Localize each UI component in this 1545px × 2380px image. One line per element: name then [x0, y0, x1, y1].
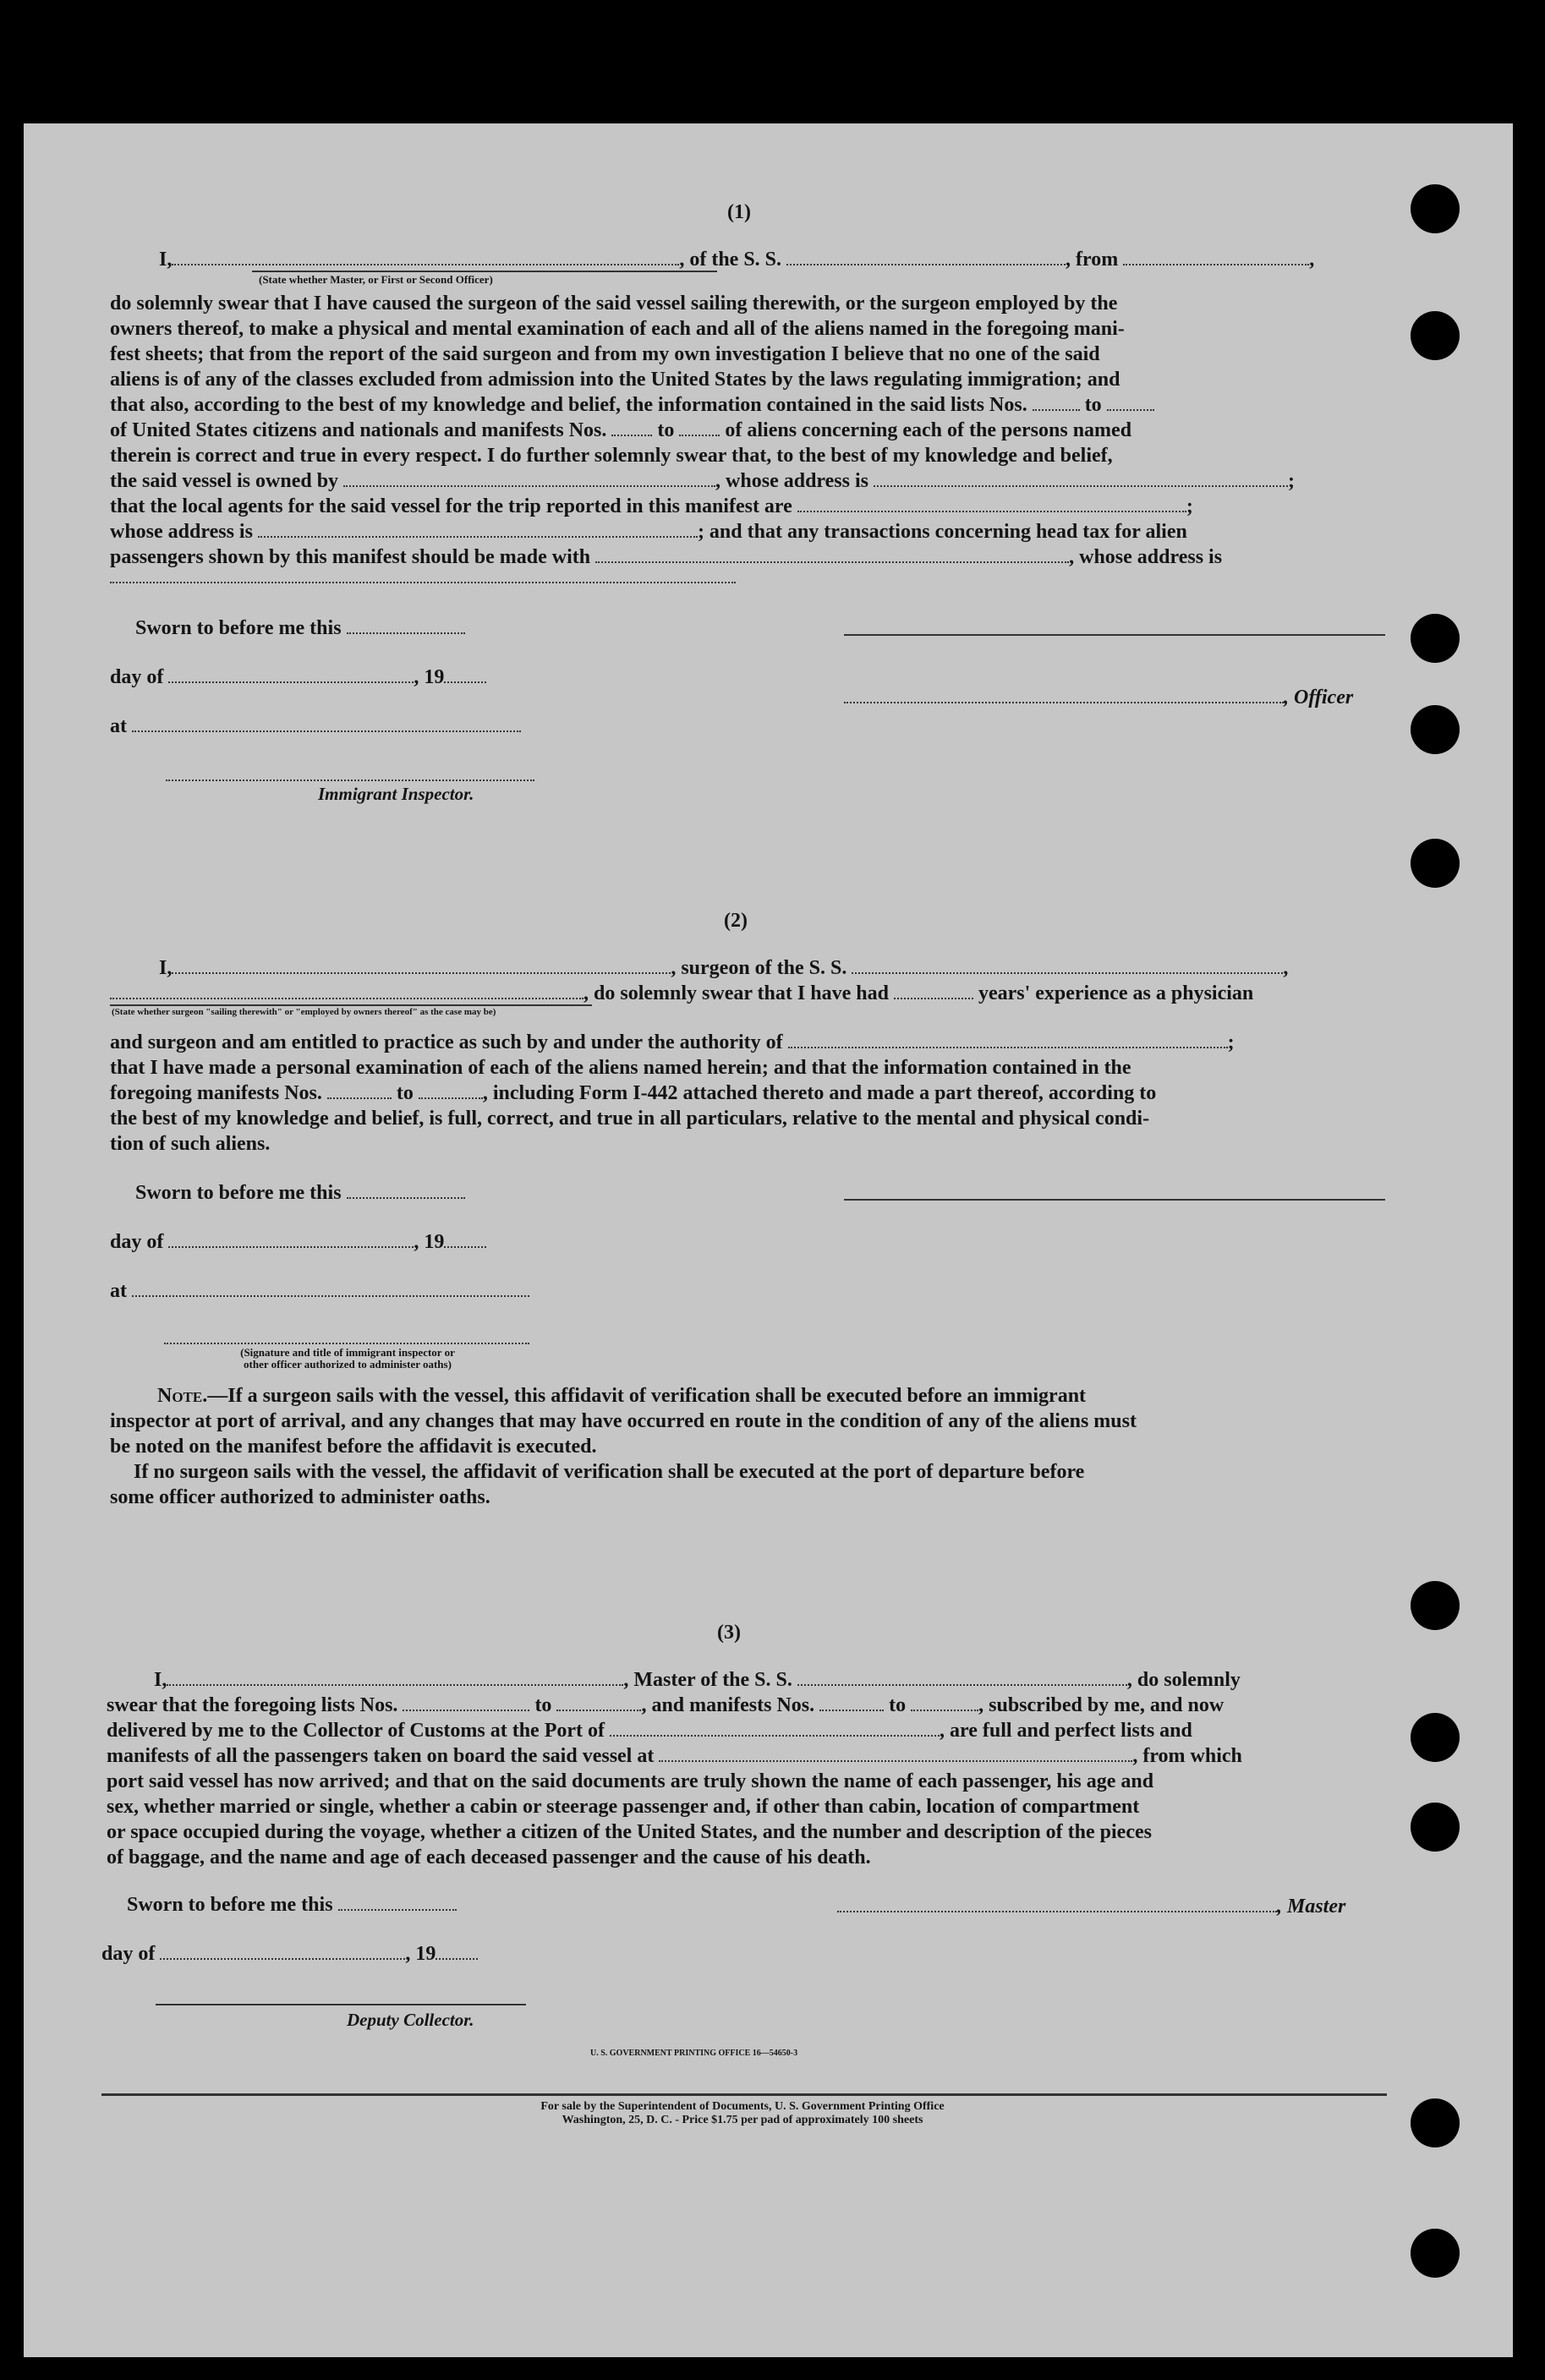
- punch-hole: [1411, 614, 1460, 663]
- oath-line: I, , surgeon of the S. S. ,: [159, 957, 1289, 979]
- inspector-label: Immigrant Inspector.: [318, 784, 474, 804]
- oath-line: I, , of the S. S. , from ,: [159, 249, 1315, 271]
- section-number: (1): [727, 201, 751, 223]
- sale-note: For sale by the Superintendent of Documents, U. S. Government Printing Office: [540, 2100, 945, 2113]
- note-line: Note.—If a surgeon sails with the vessel, this affidavit of verification shall be executed before an immigrant: [157, 1385, 1087, 1407]
- para-line: that I have made a personal examination of each of the aliens named herein; and that the information contained in the: [110, 1057, 1131, 1079]
- para-line: foregoing manifests Nos. to , including Form I-442 attached thereto and made a part thereof, according to: [110, 1082, 1157, 1104]
- footer-rule: [101, 2093, 1387, 2096]
- sale-note: Washington, 25, D. C. - Price $1.75 per pad of approximately 100 sheets: [562, 2114, 923, 2126]
- gpo-imprint: U. S. GOVERNMENT PRINTING OFFICE 16—54650-3: [590, 2049, 798, 2058]
- para-line: sex, whether married or single, whether a cabin or steerage passenger and, if other than cabin, location of compartment: [107, 1796, 1140, 1818]
- signature-line: [844, 634, 1385, 636]
- para-line: owners thereof, to make a physical and mental examination of each and all of the aliens named in the foregoing mani-: [110, 318, 1125, 340]
- punch-hole: [1411, 1803, 1460, 1852]
- punch-hole: [1411, 839, 1460, 888]
- para-line: that the local agents for the said vessel for the trip reported in this manifest are ;: [110, 495, 1193, 517]
- underline: [110, 1004, 592, 1006]
- para-line: port said vessel has now arrived; and that on the said documents are truly shown the name of each passenger, his age and: [107, 1770, 1154, 1792]
- note-line: If no surgeon sails with the vessel, the affidavit of verification shall be executed at the port of departure before: [134, 1461, 1085, 1483]
- master-line: , Master: [837, 1894, 1345, 1919]
- punch-hole: [1411, 1581, 1460, 1630]
- day-line: day of , 19: [110, 665, 486, 690]
- para-line: of United States citizens and nationals and manifests Nos. to of aliens concerning each of the persons named: [110, 419, 1132, 441]
- para-line: swear that the foregoing lists Nos. to , and manifests Nos. to , subscribed by me, and now: [107, 1694, 1224, 1716]
- oath-line: , do solemnly swear that I have had years' experience as a physician: [110, 981, 1253, 1006]
- underline: [252, 271, 717, 272]
- at-line: at: [110, 714, 521, 739]
- officer-line: , Officer: [844, 685, 1353, 710]
- para-line: tion of such aliens.: [110, 1133, 271, 1155]
- para-line: fest sheets; that from the report of the said surgeon and from my own investigation I believe that no one of the said: [110, 343, 1100, 365]
- signature-note: (Signature and title of immigrant inspector or: [240, 1346, 455, 1359]
- sworn-line: Sworn to before me this: [135, 1180, 465, 1206]
- note-line: inspector at port of arrival, and any changes that may have occurred en route in the condition of any of the aliens must: [110, 1410, 1137, 1432]
- signature-note: other officer authorized to administer oaths): [244, 1358, 452, 1371]
- punch-hole: [1411, 2098, 1460, 2147]
- note-line: some officer authorized to administer oaths.: [110, 1486, 490, 1508]
- punch-hole: [1411, 1713, 1460, 1762]
- para-line: of baggage, and the name and age of each deceased passenger and the cause of his death.: [107, 1847, 871, 1868]
- para-line: that also, according to the best of my knowledge and belief, the information contained in the said lists Nos. to: [110, 392, 1154, 418]
- para-line: therein is correct and true in every respect. I do further solemnly swear that, to the best of my knowledge and belief,: [110, 445, 1113, 467]
- para-line: whose address is ; and that any transactions concerning head tax for alien: [110, 521, 1187, 543]
- sworn-line: Sworn to before me this: [135, 616, 465, 641]
- oath-line: I, , Master of the S. S. , do solemnly: [154, 1669, 1241, 1691]
- para-line: delivered by me to the Collector of Customs at the Port of , are full and perfect lists and: [107, 1720, 1192, 1742]
- deputy-label: Deputy Collector.: [347, 2010, 474, 2030]
- punch-hole: [1411, 2229, 1460, 2278]
- punch-hole: [1411, 705, 1460, 754]
- at-line: at: [110, 1278, 529, 1304]
- note-line: be noted on the manifest before the affidavit is executed.: [110, 1436, 597, 1458]
- state-note: (State whether Master, or First or Second Officer): [259, 273, 493, 286]
- section-number: (3): [717, 1622, 741, 1644]
- para-line: manifests of all the passengers taken on board the said vessel at , from which: [107, 1745, 1242, 1767]
- signature-line: [844, 1199, 1385, 1201]
- para-line: the said vessel is owned by , whose address is ;: [110, 470, 1295, 492]
- signature-line: [156, 2004, 526, 2005]
- punch-hole: [1411, 311, 1460, 360]
- para-line: and surgeon and am entitled to practice as such by and under the authority of ;: [110, 1031, 1235, 1053]
- state-note: (State whether surgeon "sailing therewith" or "employed by owners thereof" as the case may be): [112, 1007, 496, 1017]
- signature-line: [164, 1343, 529, 1344]
- para-line: or space occupied during the voyage, whether a citizen of the United States, and the number and description of the pieces: [107, 1821, 1152, 1843]
- blank-line: [110, 582, 736, 583]
- day-line: day of , 19: [101, 1941, 478, 1967]
- section-number: (2): [724, 910, 748, 932]
- day-line: day of , 19: [110, 1229, 486, 1255]
- sworn-line: Sworn to before me this: [127, 1892, 457, 1918]
- para-line: do solemnly swear that I have caused the surgeon of the said vessel sailing therewith, or the surgeon employed by the: [110, 293, 1118, 315]
- punch-hole: [1411, 184, 1460, 233]
- para-line: the best of my knowledge and belief, is full, correct, and true in all particulars, relative to the mental and physical condi-: [110, 1108, 1150, 1130]
- para-line: passengers shown by this manifest should be made with , whose address is: [110, 546, 1223, 568]
- form-sheet: [24, 123, 1513, 2357]
- para-line: aliens is of any of the classes excluded from admission into the United States by the laws regulating immigration; and: [110, 369, 1120, 391]
